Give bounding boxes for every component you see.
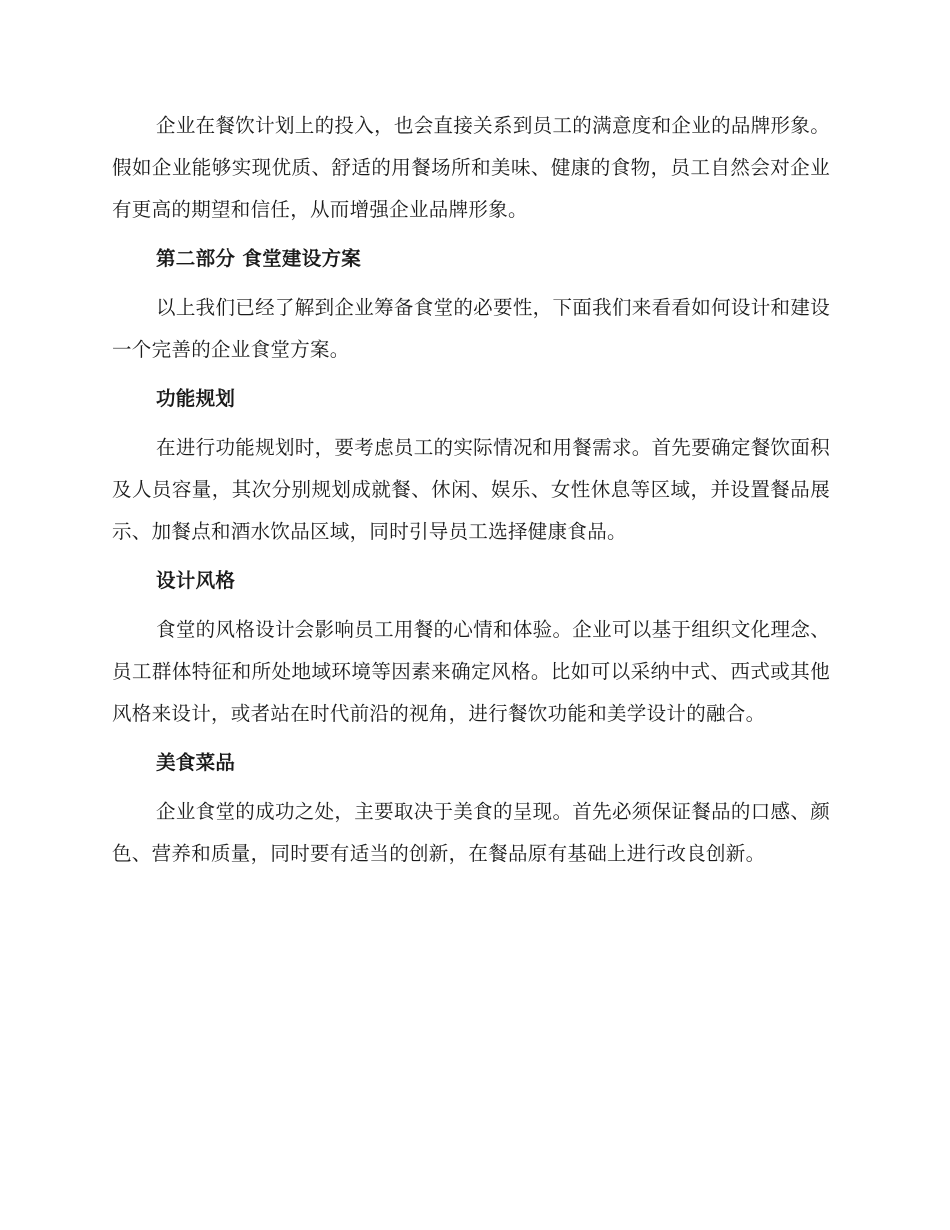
paragraph-brand-image: 企业在餐饮计划上的投入，也会直接关系到员工的满意度和企业的品牌形象。假如企业能够实现优质、舒适的用餐场所和美味、健康的食物，员工自然会对企业有更高的期望和信任，从而增强企业品牌形象。	[112, 114, 830, 221]
document-body	[112, 105, 830, 881]
subheading-function-planning: 功能规划	[156, 387, 236, 410]
subheading-design-style: 设计风格	[156, 569, 236, 592]
paragraph-design-style: 食堂的风格设计会影响员工用餐的心情和体验。企业可以基于组织文化理念、员工群体特征和所处地域环境等因素来确定风格。比如可以采纳中式、西式或其他风格来设计，或者站在时代前沿的视角，进行餐饮功能和美学设计的融合。	[112, 618, 830, 725]
section-heading-canteen-plan: 第二部分 食堂建设方案	[156, 247, 362, 270]
paragraph-function-planning: 在进行功能规划时，要考虑员工的实际情况和用餐需求。首先要确定餐饮面积及人员容量，其次分别规划成就餐、休闲、娱乐、女性休息等区域，并设置餐品展示、加餐点和酒水饮品区域，同时引导员工选择健康食品。	[112, 436, 830, 543]
paragraph-intro-plan: 以上我们已经了解到企业筹备食堂的必要性，下面我们来看看如何设计和建设一个完善的企业食堂方案。	[112, 296, 830, 361]
subheading-cuisine: 美食菜品	[156, 751, 236, 774]
paragraph-cuisine: 企业食堂的成功之处，主要取决于美食的呈现。首先必须保证餐品的口感、颜色、营养和质量，同时要有适当的创新，在餐品原有基础上进行改良创新。	[112, 800, 830, 865]
